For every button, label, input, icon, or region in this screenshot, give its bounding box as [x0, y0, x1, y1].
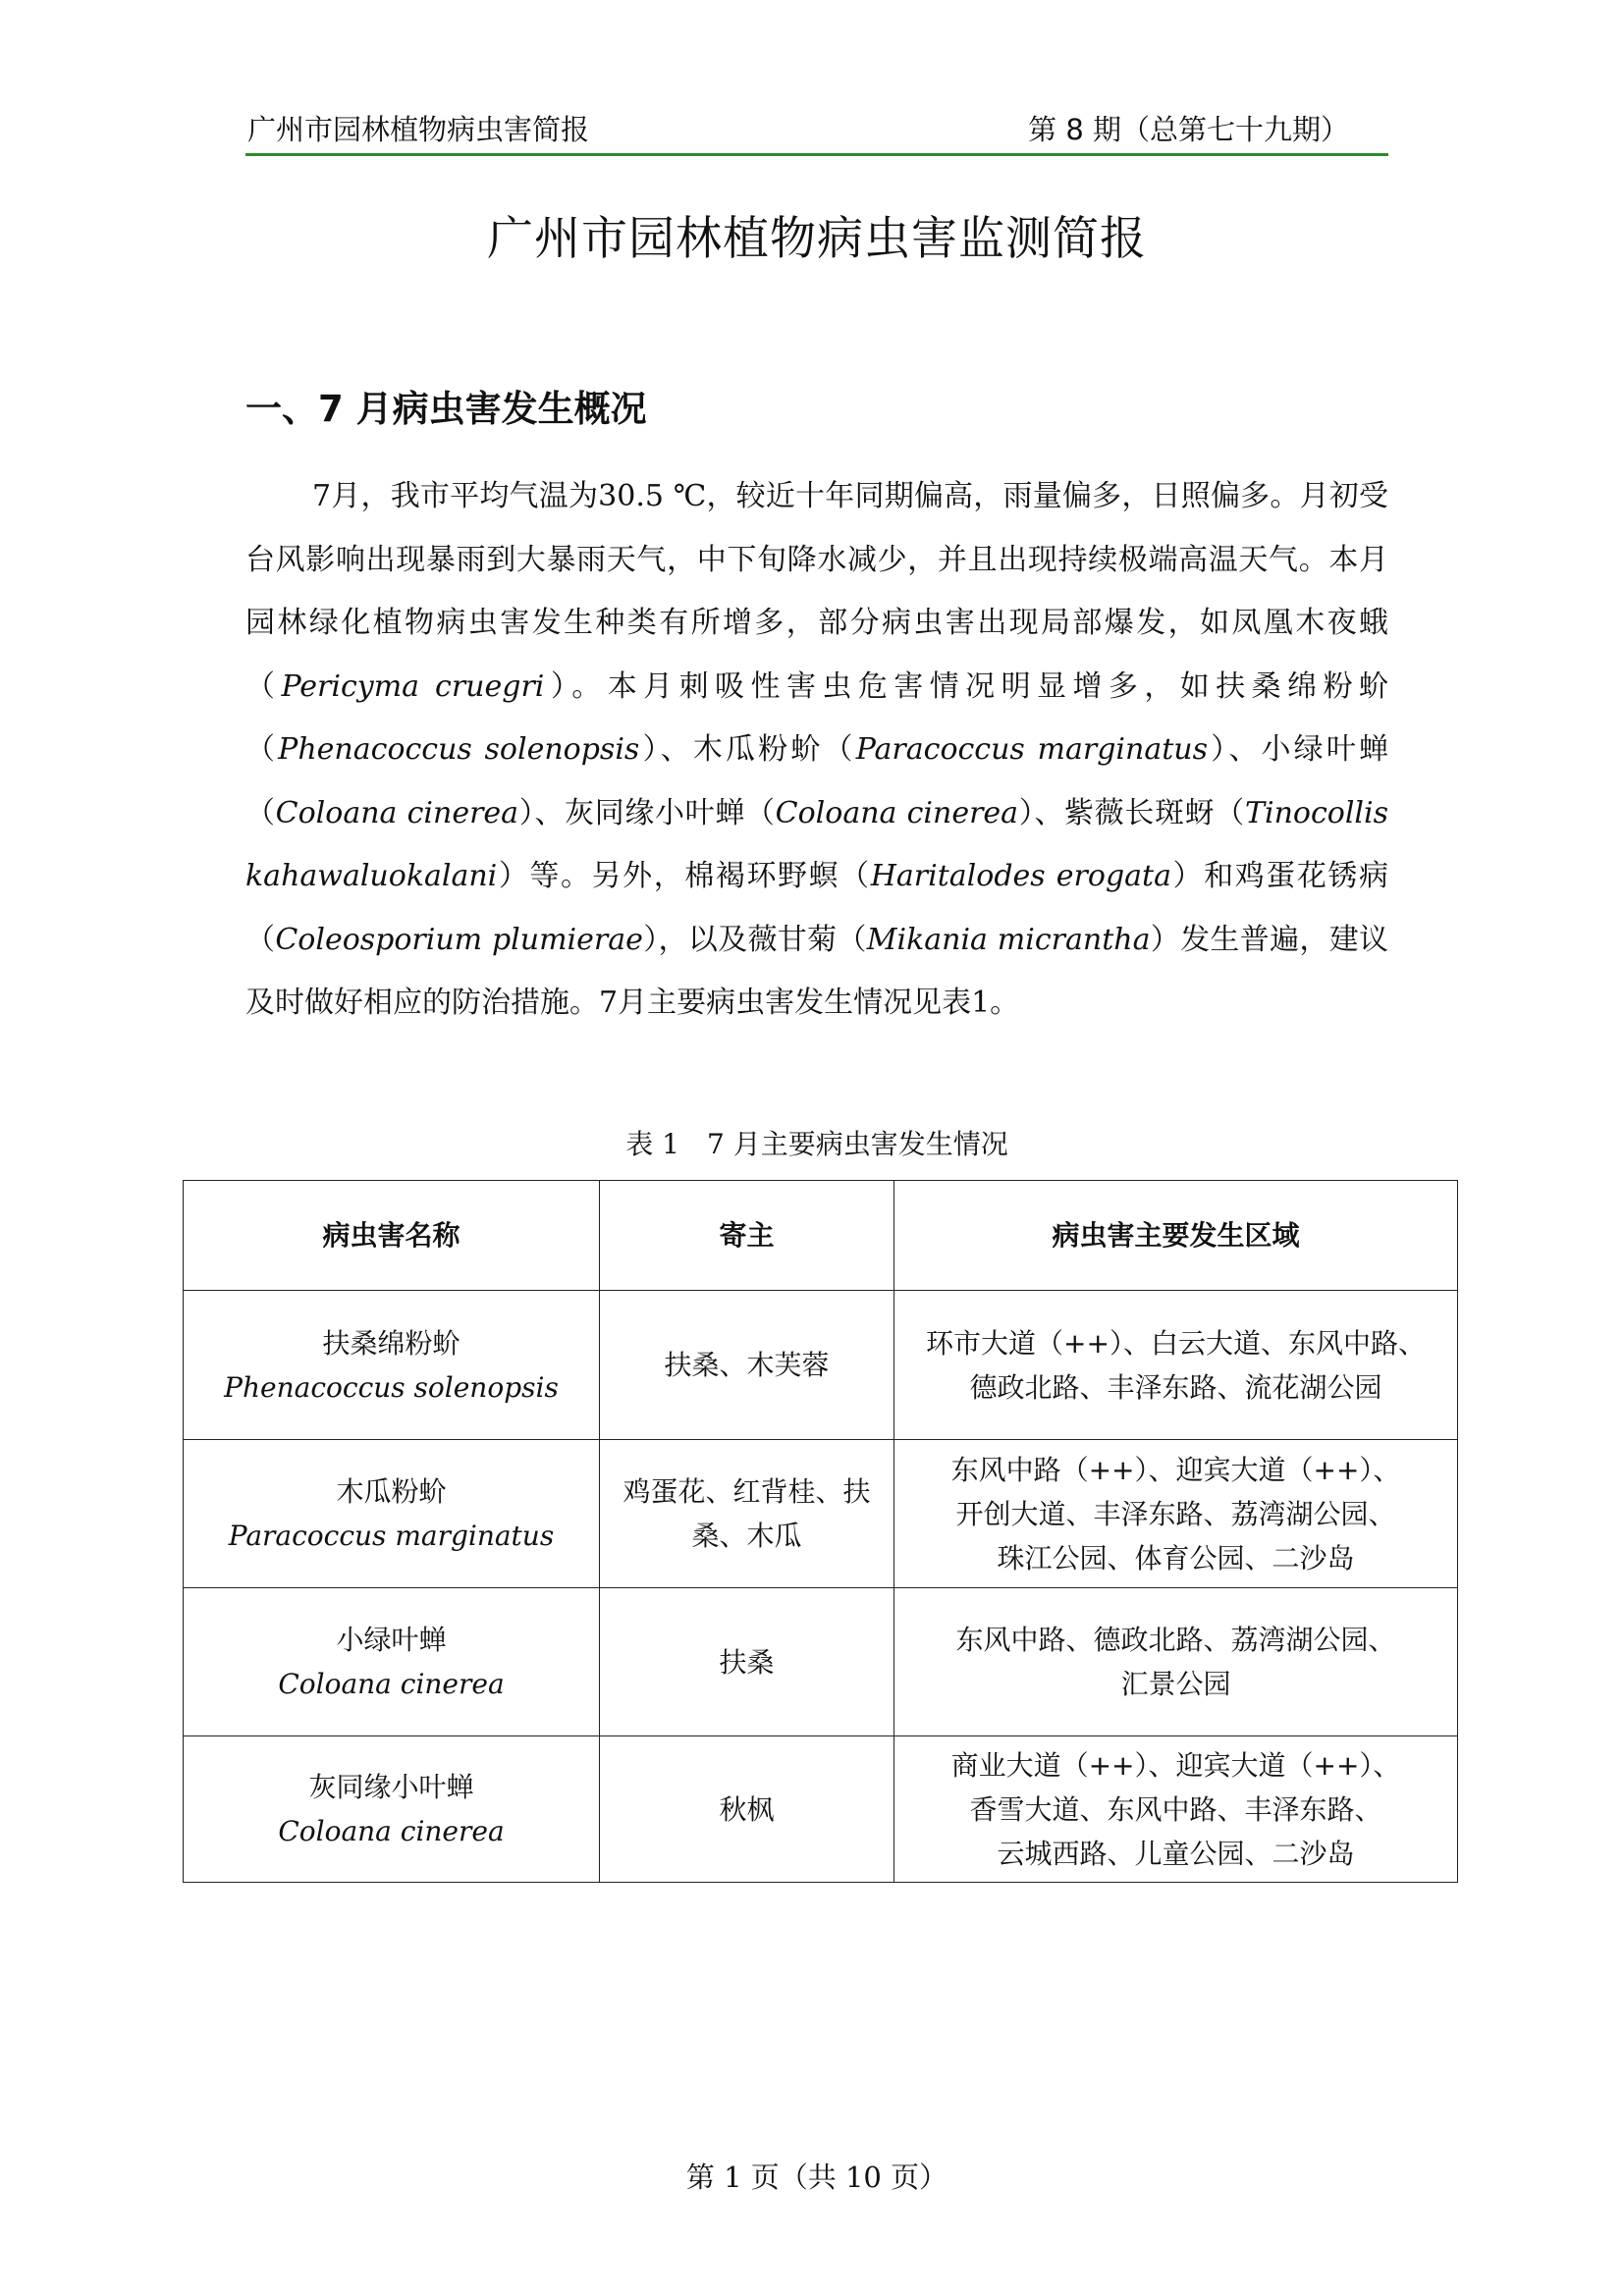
latin-species-name: Coloana cinerea: [775, 795, 1019, 830]
table-row: [184, 1588, 1458, 1736]
area-text: 环市大道（++）、白云大道、东风中路、: [926, 1326, 1426, 1360]
paragraph-text: ）、紫薇长斑蚜（: [1018, 795, 1245, 830]
paragraph-text: ）、木瓜粉蚧（: [639, 732, 856, 767]
paragraph-text: ），以及薇甘菊（: [642, 922, 867, 957]
occurrence-area-cell: [894, 1588, 1458, 1736]
section-body-paragraph: [245, 465, 1388, 1036]
host-text: 鸡蛋花、红背桂、扶: [623, 1475, 871, 1508]
host-cell: [600, 1440, 894, 1588]
pest-name-cell: [184, 1291, 600, 1440]
area-text: 德政北路、丰泽东路、流花湖公园: [969, 1370, 1382, 1404]
area-text: 东风中路、德政北路、荔湾湖公园、: [955, 1624, 1396, 1656]
table-row: [184, 1291, 1458, 1440]
area-text: 珠江公园、体育公园、二沙岛: [997, 1541, 1355, 1575]
pest-name-latin: Paracoccus marginatus: [228, 1520, 555, 1552]
host-cell: [600, 1588, 894, 1736]
pest-name-chinese: 木瓜粉蚧: [336, 1475, 447, 1508]
pest-name-chinese: 灰同缘小叶蝉: [308, 1771, 474, 1803]
paragraph-text: ）、小绿叶蝉（: [245, 732, 1389, 830]
occurrence-area-cell: [894, 1736, 1458, 1883]
pest-name-cell: [184, 1588, 600, 1736]
running-header: [245, 110, 1388, 149]
host-cell: [600, 1736, 894, 1883]
latin-species-name: Coloana cinerea: [275, 795, 519, 830]
header-publication-name: 广州市园林植物病虫害简报: [247, 113, 590, 146]
host-text: 扶桑、木芙蓉: [664, 1349, 830, 1381]
area-text: 商业大道（++）、迎宾大道（++）、: [950, 1748, 1401, 1782]
table-row: [184, 1440, 1458, 1588]
pest-name-latin: Coloana cinerea: [278, 1815, 505, 1847]
pest-occurrence-table: [183, 1180, 1458, 1883]
area-text: 汇景公园: [1120, 1668, 1231, 1700]
table-header-row: [184, 1181, 1458, 1291]
document-title: 广州市园林植物病虫害监测简报: [487, 212, 1147, 266]
paragraph-text: ）等。另外，棉褐环野螟（: [497, 859, 871, 893]
latin-species-name: Phenacoccus solenopsis: [278, 732, 640, 767]
latin-species-name: Paracoccus marginatus: [855, 732, 1208, 767]
pest-name-cell: [184, 1736, 600, 1883]
table-caption: 表 1 7 月主要病虫害发生情况: [625, 1128, 1008, 1160]
table-row: [184, 1736, 1458, 1883]
latin-species-name: Pericyma cruegri: [281, 668, 545, 704]
column-header-area: 病虫害主要发生区域: [894, 1181, 1458, 1291]
occurrence-area-cell: [894, 1291, 1458, 1440]
pest-name-latin: Coloana cinerea: [278, 1668, 505, 1700]
host-text: 扶桑: [719, 1645, 775, 1679]
paragraph-text: ）、灰同缘小叶蝉（: [518, 795, 776, 830]
page-number-footer: 第 1 页（共 10 页）: [685, 2161, 948, 2194]
area-text: 开创大道、丰泽东路、荔湾湖公园、: [955, 1497, 1396, 1530]
paragraph-text: ）和鸡蛋花锈病（: [245, 859, 1388, 957]
latin-species-name: Haritalodes erogata: [870, 859, 1171, 893]
paragraph-text: ）发生普遍，建议及时做好相应的防治措施。7月主要病虫害发生情况见表1。: [245, 922, 1389, 1020]
latin-species-name: Mikania micrantha: [866, 922, 1151, 957]
header-divider: [245, 153, 1388, 156]
pest-name-chinese: 扶桑绵粉蚧: [322, 1326, 460, 1360]
section-heading: 一、7 月病虫害发生概况: [245, 388, 647, 430]
column-header-name: 病虫害名称: [184, 1181, 600, 1291]
occurrence-area-cell: [894, 1440, 1458, 1588]
area-text: 云城西路、儿童公园、二沙岛: [997, 1837, 1355, 1870]
paragraph-text: ）。本月刺吸性害虫危害情况明显增多，如扶桑绵粉蚧（: [245, 668, 1389, 767]
header-issue-number: 第 8 期（总第七十九期）: [1028, 113, 1349, 146]
host-cell: [600, 1291, 894, 1440]
latin-species-name: Tinocollis kahawaluokalani: [245, 795, 1388, 893]
latin-species-name: Coleosporium plumierae: [275, 922, 643, 957]
pest-name-latin: Phenacoccus solenopsis: [224, 1370, 559, 1404]
column-header-host: 寄主: [600, 1181, 894, 1291]
paragraph-text: 7月，我市平均气温为30.5 ℃，较近十年同期偏高，雨量偏多，日照偏多。月初受台风影响出现暴雨到大暴雨天气，中下旬降水减少，并且出现持续极端高温天气。本月园林绿化植物病虫害发生种类有所增多，部分病虫害出现局部爆发，如凤凰木夜蛾（: [245, 479, 1388, 704]
pest-name-cell: [184, 1440, 600, 1588]
pest-name-chinese: 小绿叶蝉: [336, 1624, 447, 1656]
host-text: 桑、木瓜: [691, 1520, 802, 1552]
host-text: 秋枫: [719, 1792, 775, 1826]
area-text: 东风中路（++）、迎宾大道（++）、: [950, 1453, 1401, 1486]
area-text: 香雪大道、东风中路、丰泽东路、: [969, 1792, 1382, 1826]
